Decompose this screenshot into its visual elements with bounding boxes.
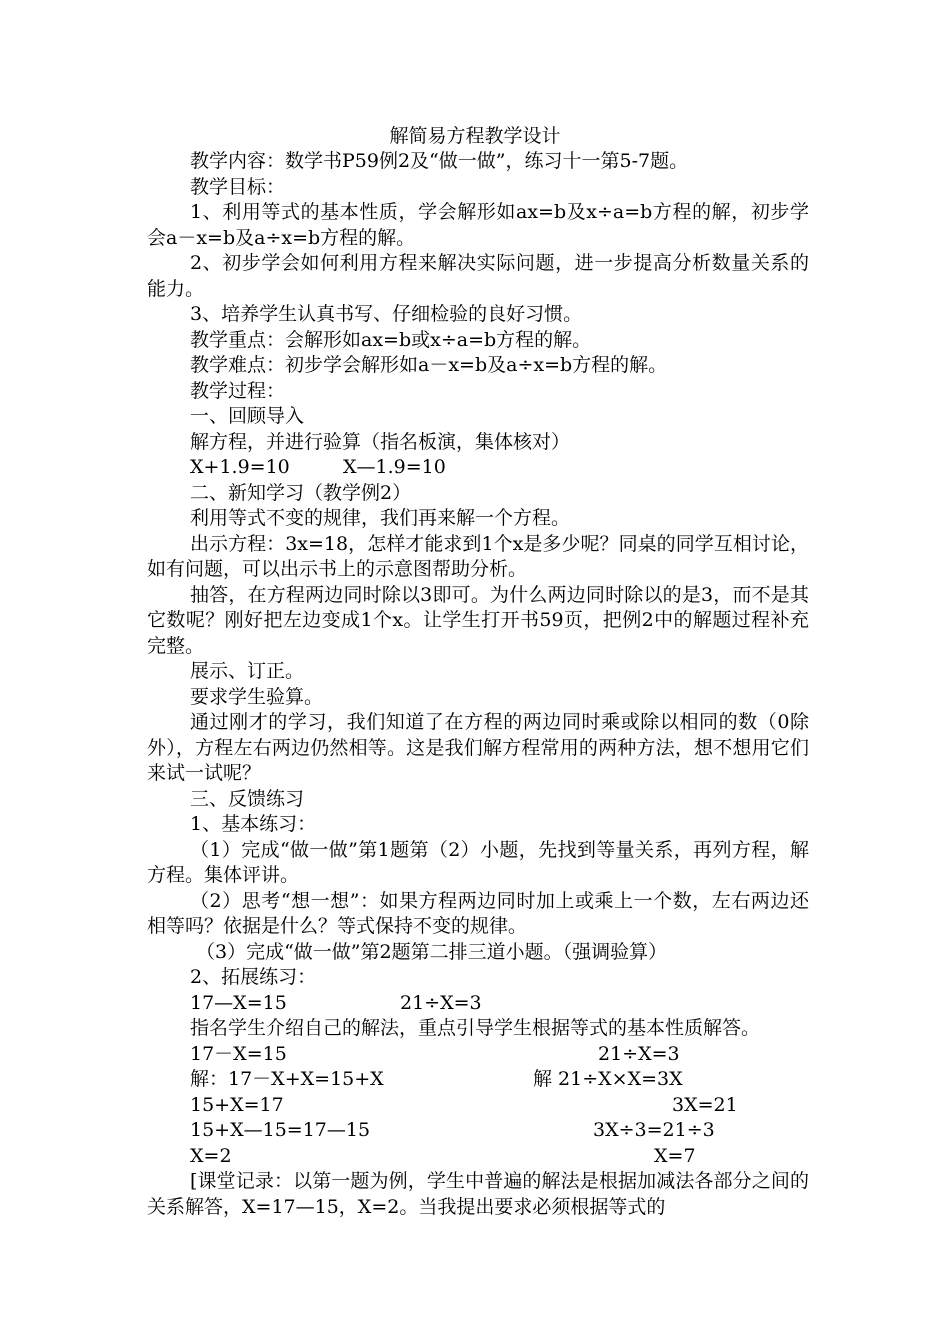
practice-item: （1）完成“做一做”第1题第（2）小题，先找到等量关系，再列方程，解方程。集体评讲。 (147, 838, 809, 886)
document-body (147, 149, 809, 1220)
solution-row (147, 1093, 809, 1119)
solution-step: X=2 (190, 1144, 232, 1167)
solution-row (147, 1042, 809, 1068)
paragraph: 出示方程：3x=18，怎样才能求到1个x是多少呢？同桌的同学互相讨论，如有问题，可以出示书上的示意图帮助分析。 (147, 532, 809, 580)
equation: X—1.9=10 (343, 456, 446, 478)
section-3-heading: 三、反馈练习 (190, 787, 305, 810)
basic-practice-heading: 1、基本练习： (190, 813, 317, 835)
section-1-heading: 一、回顾导入 (190, 405, 305, 427)
solution-step: 21÷X=3 (598, 1042, 680, 1065)
review-equations (147, 455, 809, 481)
equation: 21÷X=3 (400, 991, 482, 1014)
equation: 17—X=15 (190, 991, 287, 1014)
solution-step: X=7 (654, 1144, 696, 1167)
equation: X+1.9=10 (190, 456, 290, 478)
teaching-key-point: 教学重点：会解形如ax=b或x÷a=b方程的解。 (190, 328, 592, 351)
solution-step: 17－X=15 (190, 1042, 287, 1065)
teaching-difficulty: 教学难点：初步学会解形如a－x=b及a÷x=b方程的解。 (190, 354, 668, 376)
paragraph: 展示、订正。 (190, 660, 305, 682)
solution-step: 15+X=17 (190, 1093, 284, 1116)
paragraph: 利用等式不变的规律，我们再来解一个方程。 (190, 507, 571, 529)
extension-practice-heading: 2、拓展练习： (190, 966, 317, 988)
practice-item: （2）思考“想一想”：如果方程两边同时加上或乘上一个数，左右两边还相等吗？依据是什么？等式保持不变的规律。 (147, 889, 809, 937)
solution-step: 15+X—15=17—15 (190, 1119, 371, 1141)
solution-step: 3X÷3=21÷3 (593, 1119, 715, 1141)
document-title: 解简易方程教学设计 (389, 125, 561, 147)
teaching-content: 教学内容：数学书P59例2及“做一做”，练习十一第5-7题。 (190, 150, 689, 172)
paragraph: 指名学生介绍自己的解法，重点引导学生根据等式的基本性质解答。 (190, 1017, 761, 1039)
goal-1: 1、利用等式的基本性质，学会解形如ax=b及x÷a=b方程的解，初步学会a－x=b及a÷x=b方程的解。 (147, 201, 809, 249)
solution-step: 解：17－X+X=15+X (190, 1068, 384, 1090)
class-record: [课堂记录：以第一题为例，学生中普遍的解法是根据加减法各部分之间的关系解答，X=17—15，X=2。当我提出要求必须根据等式的 (147, 1170, 809, 1218)
paragraph: 抽答，在方程两边同时除以3即可。为什么两边同时除以的是3，而不是其它数呢？刚好把左边变成1个x。让学生打开书59页，把例2中的解题过程补充完整。 (147, 583, 809, 657)
solution-step: 解 21÷X×X=3X (533, 1068, 683, 1090)
solution-row (147, 1067, 809, 1093)
goal-2: 2、初步学会如何利用方程来解决实际问题，进一步提高分析数量关系的能力。 (147, 252, 809, 300)
review-instruction: 解方程，并进行验算（指名板演，集体核对） (190, 430, 571, 453)
goal-3: 3、培养学生认真书写、仔细检验的良好习惯。 (190, 303, 583, 325)
solution-row (147, 1118, 809, 1144)
solution-step: 3X=21 (672, 1093, 738, 1116)
paragraph: 通过刚才的学习，我们知道了在方程的两边同时乘或除以相同的数（0除外），方程左右两边仍然相等。这是我们解方程常用的两种方法，想不想用它们来试一试呢？ (147, 711, 809, 784)
solution-row (147, 1144, 809, 1170)
extension-equations (147, 991, 809, 1017)
practice-item: （3）完成“做一做”第2题第二排三道小题。（强调验算） (196, 940, 668, 963)
section-2-heading: 二、新知学习（教学例2） (190, 481, 412, 504)
goal-heading: 教学目标： (190, 175, 286, 198)
paragraph: 要求学生验算。 (190, 685, 324, 708)
process-heading: 教学过程： (190, 379, 286, 402)
